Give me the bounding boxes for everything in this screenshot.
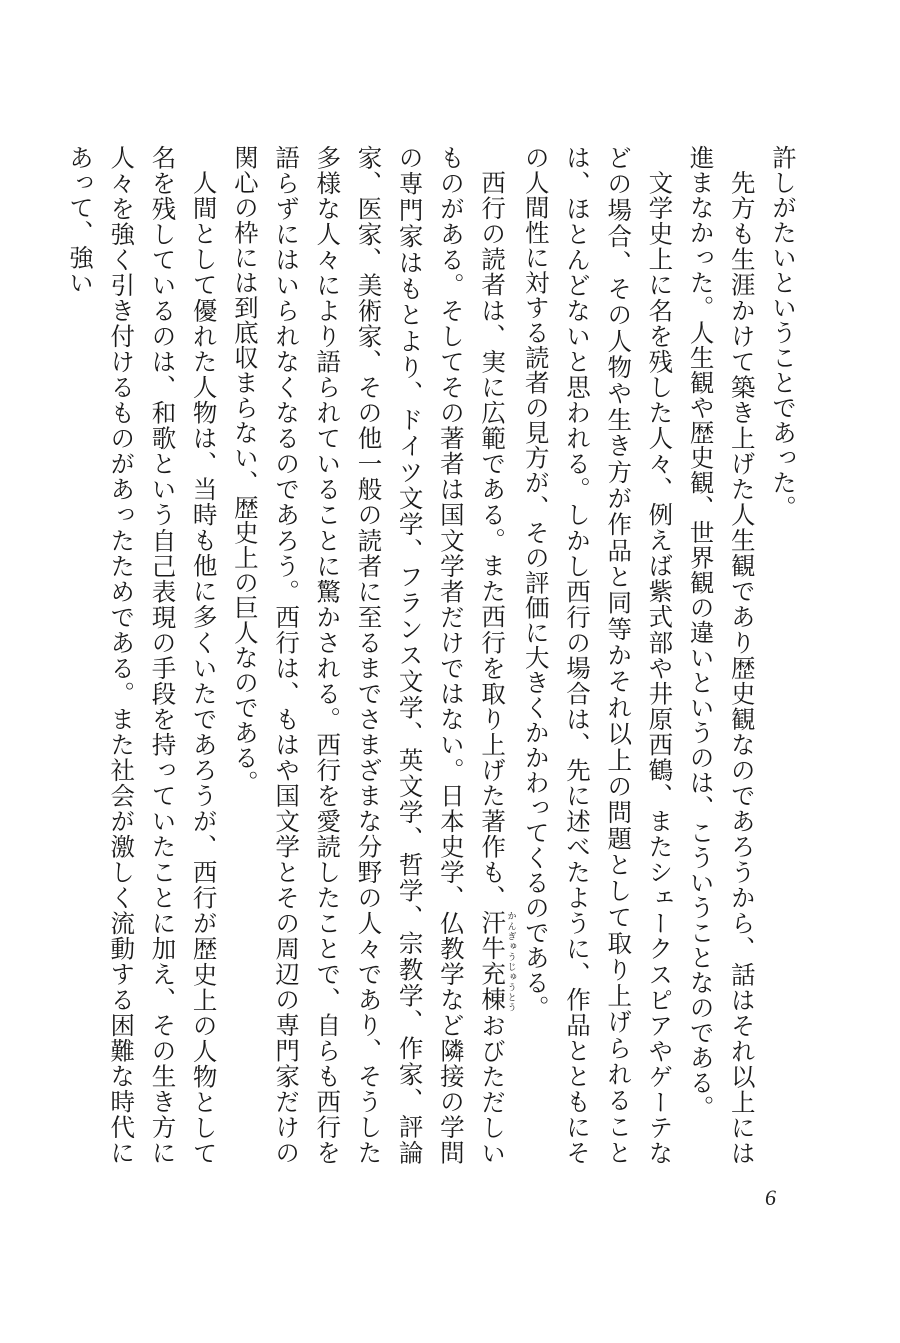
paragraph-2: 先方も生涯かけて築き上げた人生観であり歴史観なのであろうから、話はそれ以上には進まなかった。人生観や歴史観、世界観の違いというのは、こういうことなのである。 [686, 145, 757, 1165]
paragraph-1: 許しがたいということであった。 [769, 145, 798, 520]
vertical-text-body [66, 145, 804, 1166]
furigana-word [478, 910, 516, 1013]
paragraph-4 [225, 145, 516, 1165]
furigana-reading: かんぎゅうじゅうとう [505, 910, 516, 1012]
paragraph-3: 文学史上に名を残した人々、例えば紫式部や井原西鶴、またシェークスピアやゲーテなどの場合、その人物や生き方が作品と同等かそれ以上の問題として取り上げられることは、ほとんどないと思われる。しかし西行の場合は、先に述べたように、作品とともにその人間性に対する読者の見方が、その評価に大きくかかわってくるのである。 [521, 145, 675, 1165]
paragraph-4-rest: おびただしいものがある。そしてその著者は国文学者だけではない。日本史学、仏教学など隣接の学問の専門家はもとより、ドイツ文学、フランス文学、英文学、哲学、宗教学、作家、評論家、医家、美術家、その他一般の読者に至るまでさまざまな分野の人々であり、そうした多様な人々により語られていることに驚かされる。西行を愛読したことで、自らも西行を語らずにはいられなくなるのであろう。西行は、もはや国文学とその周辺の専門家だけの関心の枠には到底収まらない、歴史上の巨人なのである。 [230, 145, 508, 1166]
paragraph-5: 人間として優れた人物は、当時も他に多くいたであろうが、西行が歴史上の人物として名を残しているのは、和歌という自己表現の手段を持っていたことに加え、その生き方に人々を強く引き付けるものがあったためである。また社会が激しく流動する困難な時代にあって、強い [66, 145, 219, 1166]
page-number: 6 [765, 1185, 776, 1210]
paragraph-4-lead: 西行の読者は、実に広範である。また西行を取り上げた著作も、 [478, 169, 508, 911]
furigana-base: 汗牛充棟 [478, 910, 508, 1013]
